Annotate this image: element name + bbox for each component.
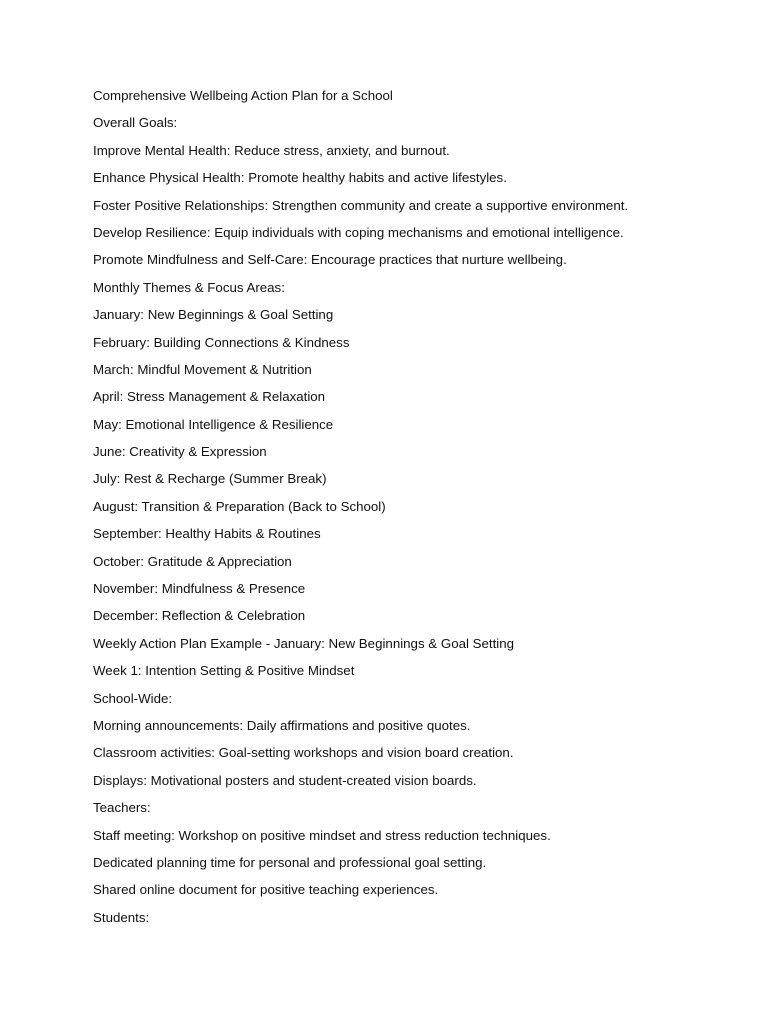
school-wide-item-announcements: Morning announcements: Daily affirmations and positive quotes. — [93, 717, 471, 733]
goal-mindfulness: Promote Mindfulness and Self-Care: Encourage practices that nurture wellbeing. — [93, 252, 567, 268]
month-november: November: Mindfulness & Presence — [93, 581, 306, 597]
document-body — [93, 86, 733, 935]
month-april: April: Stress Management & Relaxation — [93, 389, 326, 405]
subheading-teachers: Teachers: — [93, 800, 151, 816]
month-august: August: Transition & Preparation (Back to School) — [93, 498, 386, 514]
goal-positive-relationships: Foster Positive Relationships: Strengthen community and create a supportive environment. — [93, 197, 629, 213]
teachers-item-staff-meeting: Staff meeting: Workshop on positive mindset and stress reduction techniques. — [93, 827, 551, 843]
month-june: June: Creativity & Expression — [93, 444, 267, 460]
teachers-item-shared-document: Shared online document for positive teaching experiences. — [93, 882, 439, 898]
month-may: May: Emotional Intelligence & Resilience — [93, 416, 334, 432]
month-january: January: New Beginnings & Goal Setting — [93, 307, 334, 323]
month-december: December: Reflection & Celebration — [93, 608, 306, 624]
goal-physical-health: Enhance Physical Health: Promote healthy habits and active lifestyles. — [93, 170, 507, 186]
subheading-school-wide: School-Wide: — [93, 690, 173, 706]
week-1-heading: Week 1: Intention Setting & Positive Mindset — [93, 663, 355, 679]
goal-mental-health: Improve Mental Health: Reduce stress, anxiety, and burnout. — [93, 142, 450, 158]
month-october: October: Gratitude & Appreciation — [93, 553, 292, 569]
goal-resilience: Develop Resilience: Equip individuals with coping mechanisms and emotional intelligence. — [93, 224, 624, 240]
document-title: Comprehensive Wellbeing Action Plan for a School — [93, 88, 393, 103]
month-february: February: Building Connections & Kindness — [93, 334, 350, 350]
month-september: September: Healthy Habits & Routines — [93, 526, 321, 542]
school-wide-item-displays: Displays: Motivational posters and student-created vision boards. — [93, 772, 477, 788]
section-heading-overall-goals: Overall Goals: — [93, 115, 178, 131]
month-march: March: Mindful Movement & Nutrition — [93, 361, 312, 377]
school-wide-item-classroom: Classroom activities: Goal-setting workshops and vision board creation. — [93, 745, 514, 761]
month-july: July: Rest & Recharge (Summer Break) — [93, 471, 327, 487]
section-heading-monthly-themes: Monthly Themes & Focus Areas: — [93, 279, 285, 295]
subheading-students: Students: — [93, 909, 150, 925]
teachers-item-planning-time: Dedicated planning time for personal and professional goal setting. — [93, 854, 487, 870]
section-heading-weekly-plan: Weekly Action Plan Example - January: New Beginnings & Goal Setting — [93, 635, 515, 651]
